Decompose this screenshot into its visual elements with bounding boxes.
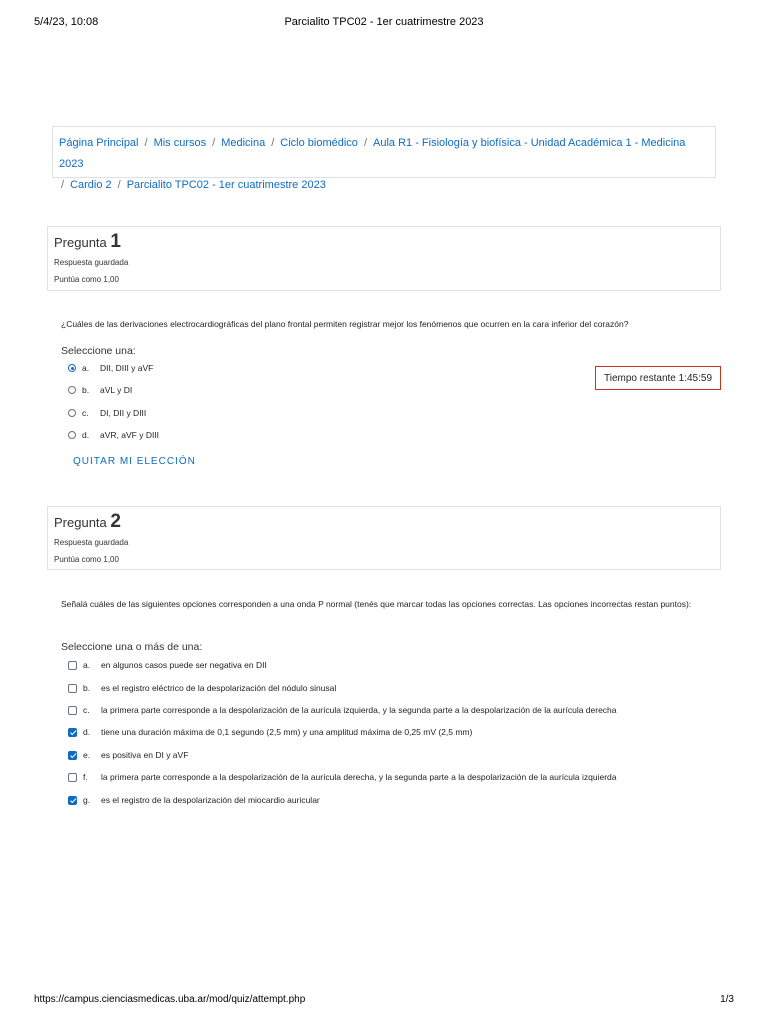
radio-button[interactable] <box>68 409 76 417</box>
q2-option-a[interactable]: a. en algunos casos puede ser negativa en DII <box>68 657 267 673</box>
time-remaining-box: Tiempo restante 1:45:59 <box>595 366 721 390</box>
question-1-prompt: Seleccione una: <box>61 345 136 357</box>
question-1-info <box>47 226 721 291</box>
breadcrumb-aula[interactable]: Aula R1 - Fisiología y biofísica - Unidad Académica 1 - Medicina 2023 <box>59 137 686 170</box>
checkbox[interactable] <box>68 751 77 760</box>
q1-option-c[interactable]: c. DI, DII y DIII <box>68 405 146 421</box>
breadcrumb-separator: / <box>271 137 275 149</box>
breadcrumb-cardio[interactable]: Cardio 2 <box>70 179 112 191</box>
breadcrumb-my-courses[interactable]: Mis cursos <box>153 137 207 149</box>
question-label: Pregunta <box>54 515 107 530</box>
question-1-text: ¿Cuáles de las derivaciones electrocardiográficas del plano frontal permiten registrar mejor los fenómenos que ocurren en la cara inferior del corazón? <box>61 319 629 329</box>
q2-option-c[interactable]: c. la primera parte corresponde a la despolarización de la aurícula izquierda, y la segunda parte a la despolarización de la aurícula derecha <box>68 702 617 718</box>
q2-option-d[interactable]: d. tiene una duración máxima de 0,1 segundo (2,5 mm) y una amplitud máxima de 0,25 mV (2,5 mm) <box>68 724 472 740</box>
q2-option-f[interactable]: f. la primera parte corresponde a la despolarización de la aurícula derecha, y la segunda parte a la despolarización de la aurícula izquierda <box>68 769 617 785</box>
breadcrumb-separator: / <box>144 137 148 149</box>
breadcrumb-ciclo-biomedico[interactable]: Ciclo biomédico <box>280 137 358 149</box>
breadcrumb-separator: / <box>61 179 65 191</box>
q2-option-b[interactable]: b. es el registro eléctrico de la despolarización del nódulo sinusal <box>68 680 336 696</box>
question-2-text: Señalá cuáles de las siguientes opciones corresponden a una onda P normal (tenés que marcar todas las opciones correctas. Las opciones incorrectas restan puntos): <box>61 599 692 609</box>
breadcrumb-separator: / <box>212 137 216 149</box>
checkbox[interactable] <box>68 661 77 670</box>
q1-option-a[interactable]: a. DII, DIII y aVF <box>68 360 153 376</box>
question-1-title <box>54 231 714 254</box>
radio-button[interactable] <box>68 431 76 439</box>
q2-option-e[interactable]: e. es positiva en DI y aVF <box>68 747 188 763</box>
checkbox[interactable] <box>68 796 77 805</box>
radio-button[interactable] <box>68 364 76 372</box>
breadcrumb-separator: / <box>117 179 121 191</box>
print-url: https://campus.cienciasmedicas.uba.ar/mod/quiz/attempt.php <box>34 994 306 1005</box>
question-1-grade: Puntúa como 1,00 <box>54 275 119 284</box>
question-label: Pregunta <box>54 235 107 250</box>
clear-choice-button[interactable]: QUITAR MI ELECCIÓN <box>73 456 196 467</box>
print-title: Parcialito TPC02 - 1er cuatrimestre 2023 <box>284 16 484 28</box>
question-2-state: Respuesta guardada <box>54 538 129 547</box>
checkbox[interactable] <box>68 706 77 715</box>
q1-option-b[interactable]: b. aVL y DI <box>68 382 132 398</box>
q2-option-g[interactable]: g. es el registro de la despolarización del miocardio auricular <box>68 792 320 808</box>
print-header <box>0 16 768 32</box>
radio-button[interactable] <box>68 386 76 394</box>
breadcrumb-home[interactable]: Página Principal <box>59 137 139 149</box>
question-number: 1 <box>110 231 121 252</box>
question-1-state: Respuesta guardada <box>54 258 129 267</box>
question-2-grade: Puntúa como 1,00 <box>54 555 119 564</box>
print-datetime: 5/4/23, 10:08 <box>34 16 99 28</box>
question-2-info <box>47 506 721 570</box>
q1-option-d[interactable]: d. aVR, aVF y DIII <box>68 427 159 443</box>
checkbox[interactable] <box>68 684 77 693</box>
breadcrumb-medicina[interactable]: Medicina <box>221 137 266 149</box>
breadcrumb-separator: / <box>363 137 367 149</box>
breadcrumb <box>52 126 716 191</box>
question-2-title <box>54 511 714 534</box>
breadcrumb-quiz[interactable]: Parcialito TPC02 - 1er cuatrimestre 2023 <box>126 179 326 191</box>
question-number: 2 <box>110 511 121 532</box>
checkbox[interactable] <box>68 773 77 782</box>
checkbox[interactable] <box>68 728 77 737</box>
print-page-number: 1/3 <box>720 994 734 1005</box>
question-2-prompt: Seleccione una o más de una: <box>61 641 203 653</box>
